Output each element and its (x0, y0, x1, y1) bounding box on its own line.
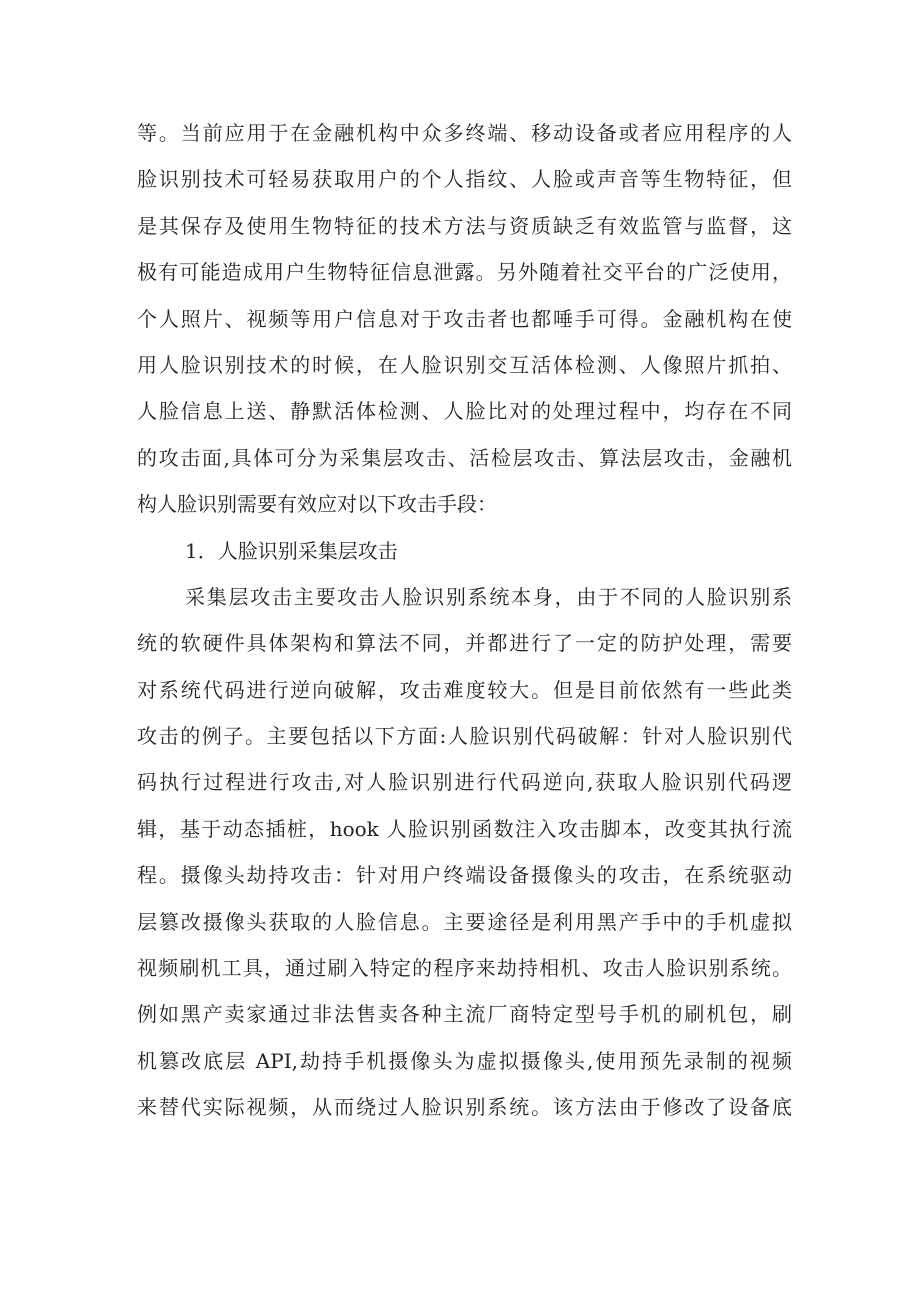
paragraph-1-line: 用人脸识别技术的时候，在人脸识别交互活体检测、人像照片抓拍、 (137, 352, 792, 377)
paragraph-2-line: 对系统代码进行逆向破解，攻击难度较大。但是目前依然有一些此类 (137, 677, 792, 702)
paragraph-2-line: 统的软硬件具体架构和算法不同，并都进行了一定的防护处理，需要 (137, 631, 792, 656)
paragraph-2-line: 辑，基于动态插桩，hook 人脸识别函数注入攻击脚本，改变其执行流 (137, 816, 792, 841)
paragraph-1-line: 等。当前应用于在金融机构中众多终端、移动设备或者应用程序的人 (137, 121, 792, 145)
paragraph-2-line: 例如黑产卖家通过非法售卖各种主流厂商特定型号手机的刷机包，刷 (137, 1002, 792, 1027)
paragraph-2-line: 视频刷机工具，通过刷入特定的程序来劫持相机、攻击人脸识别系统。 (137, 956, 792, 981)
paragraph-1-line: 是其保存及使用生物特征的技术方法与资质缺乏有效监管与监督，这 (137, 213, 792, 238)
paragraph-1-line: 构人脸识别需要有效应对以下攻击手段： (137, 492, 497, 517)
paragraph-2-line: 攻击的例子。主要包括以下方面:人脸识别代码破解：针对人脸识别代 (137, 724, 792, 749)
paragraph-2-line: 机篡改底层 API,劫持手机摄像头为虚拟摄像头,使用预先录制的视频 (137, 1048, 792, 1073)
paragraph-2-line: 采集层攻击主要攻击人脸识别系统本身，由于不同的人脸识别系 (185, 584, 792, 609)
paragraph-1-line: 个人照片、视频等用户信息对于攻击者也都唾手可得。金融机构在使 (137, 306, 792, 331)
paragraph-1-line: 人脸信息上送、静默活体检测、人脸比对的处理过程中，均存在不同 (137, 399, 792, 424)
paragraph-2-line: 程。摄像头劫持攻击：针对用户终端设备摄像头的攻击，在系统驱动 (137, 863, 792, 888)
paragraph-2-line: 层篡改摄像头获取的人脸信息。主要途径是利用黑产手中的手机虚拟 (137, 909, 792, 934)
body-text (137, 110, 792, 1131)
paragraph-2-line: 码执行过程进行攻击,对人脸识别进行代码逆向,获取人脸识别代码逻 (137, 770, 792, 795)
paragraph-1-line: 的攻击面,具体可分为采集层攻击、活检层攻击、算法层攻击，金融机 (137, 445, 792, 470)
paragraph-1-line: 脸识别技术可轻易获取用户的个人指纹、人脸或声音等生物特征，但 (137, 167, 792, 192)
paragraph-1-line: 极有可能造成用户生物特征信息泄露。另外随着社交平台的广泛使用， (137, 260, 792, 285)
paragraph-2-line: 来替代实际视频，从而绕过人脸识别系统。该方法由于修改了设备底 (137, 1095, 792, 1120)
section-heading: 1．人脸识别采集层攻击 (185, 538, 398, 563)
